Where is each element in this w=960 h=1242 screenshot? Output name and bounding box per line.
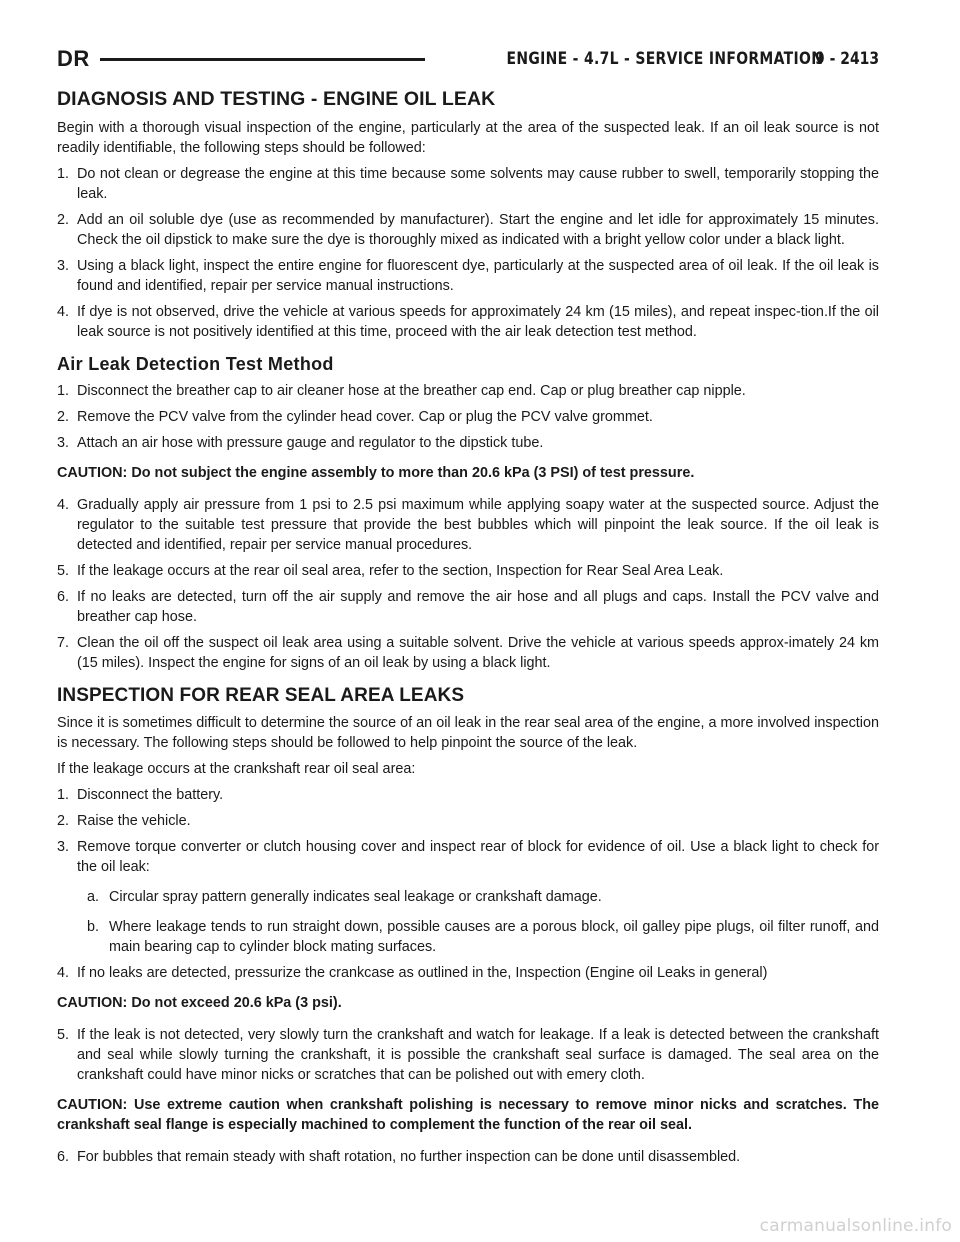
section3-step: 6. For bubbles that remain steady with shaft rotation, no further inspection can be done until disassembled. [57,1149,741,1165]
section2-step: 1. Disconnect the breather cap to air cleaner hose at the breather cap end. Cap or plug breather cap nipple. [57,383,746,399]
section1-step: 4. If dye is not observed, drive the vehicle at various speeds for approximately 24 km (15 miles), and repeat inspec-tion.If the oil leak source is not positively identified at this time, proceed with the air leak detection test method. [57,304,879,340]
section3-step: 2. Raise the vehicle. [57,813,191,829]
site-watermark: carmanualsonline.info [759,1216,952,1236]
section-title-rear-seal: INSPECTION FOR REAR SEAL AREA LEAKS [57,685,465,706]
section3-step: 4. If no leaks are detected, pressurize the crankcase as outlined in the, Inspection (Engine oil Leaks in general) [57,965,768,981]
header-page-number: 9 - 2413 [815,49,879,69]
header-model-code: DR [57,46,90,71]
section1-step: 1. Do not clean or degrease the engine at this time because some solvents may cause rubber to swell, temporarily stopping the leak. [57,166,879,202]
section-title-diagnosis: DIAGNOSIS AND TESTING - ENGINE OIL LEAK [57,88,496,110]
section-title-air-leak: Air Leak Detection Test Method [57,354,334,374]
caution-note: CAUTION: Use extreme caution when crankshaft polishing is necessary to remove minor nicks and scratches. The crankshaft seal flange is especially machined to complement the function of the rear oil seal. [57,1097,879,1133]
caution-note: CAUTION: Do not subject the engine assembly to more than 20.6 kPa (3 PSI) of test pressure. [57,465,695,481]
section2-step: 2. Remove the PCV valve from the cylinder head cover. Cap or plug the PCV valve grommet. [57,409,653,425]
page-content [57,88,879,1173]
section3-intro: Since it is sometimes difficult to determine the source of an oil leak in the rear seal area of the engine, a more involved inspection is necessary. The following steps should be followed to help pinpoint the source of the leak. [57,715,879,751]
header-title: ENGINE - 4.7L - SERVICE INFORMATION [506,49,823,69]
page-header [57,44,879,74]
section3-intro2: If the leakage occurs at the crankshaft rear oil seal area: [57,761,416,777]
section3-step: 1. Disconnect the battery. [57,787,224,803]
section1-step: 3. Using a black light, inspect the entire engine for fluorescent dye, particularly at the suspected area of oil leak. If the oil leak is found and identified, repair per service manual instructions. [57,258,879,294]
section3-substep: a. Circular spray pattern generally indicates seal leakage or crankshaft damage. [87,889,602,905]
section1-intro: Begin with a thorough visual inspection of the engine, particularly at the area of the suspected leak. If an oil leak source is not readily identifiable, the following steps should be followed: [57,120,879,156]
section3-step: 3. Remove torque converter or clutch housing cover and inspect rear of block for evidence of oil. Use a black light to check for the oil leak: [57,839,879,875]
header-rule [100,58,425,61]
caution-note: CAUTION: Do not exceed 20.6 kPa (3 psi). [57,995,342,1011]
section2-step: 6. If no leaks are detected, turn off the air supply and remove the air hose and all plugs and caps. Install the PCV valve and breather cap hose. [57,589,879,625]
section3-step: 5. If the leak is not detected, very slowly turn the crankshaft and watch for leakage. If a leak is detected between the crankshaft and seal while slowly turning the crankshaft, it is possible the crankshaft seal surface is damaged. The seal area on the crankshaft could have minor nicks or scratches that can be polished out with emery cloth. [57,1027,879,1083]
section2-step: 4. Gradually apply air pressure from 1 psi to 2.5 psi maximum while applying soapy water at the suspected source. Adjust the regulator to the suitable test pressure that provide the best bubbles which will pinpoint the leak source. If the oil leak is detected and identified, repair per service manual procedures. [57,497,879,553]
section2-step: 3. Attach an air hose with pressure gauge and regulator to the dipstick tube. [57,435,544,451]
section2-step: 7. Clean the oil off the suspect oil leak area using a suitable solvent. Drive the vehicle at various speeds approx-imately 24 km (15 miles). Inspect the engine for signs of an oil leak by using a black light. [57,635,879,671]
section3-substep: b. Where leakage tends to run straight down, possible causes are a porous block, oil galley pipe plugs, oil filter runoff, and main bearing cap to cylinder block mating surfaces. [87,919,879,955]
section1-step: 2. Add an oil soluble dye (use as recommended by manufacturer). Start the engine and let idle for approximately 15 minutes. Check the oil dipstick to make sure the dye is thoroughly mixed as indicated with a bright yellow color under a black light. [57,212,879,248]
section2-step: 5. If the leakage occurs at the rear oil seal area, refer to the section, Inspection for Rear Seal Area Leak. [57,563,724,579]
